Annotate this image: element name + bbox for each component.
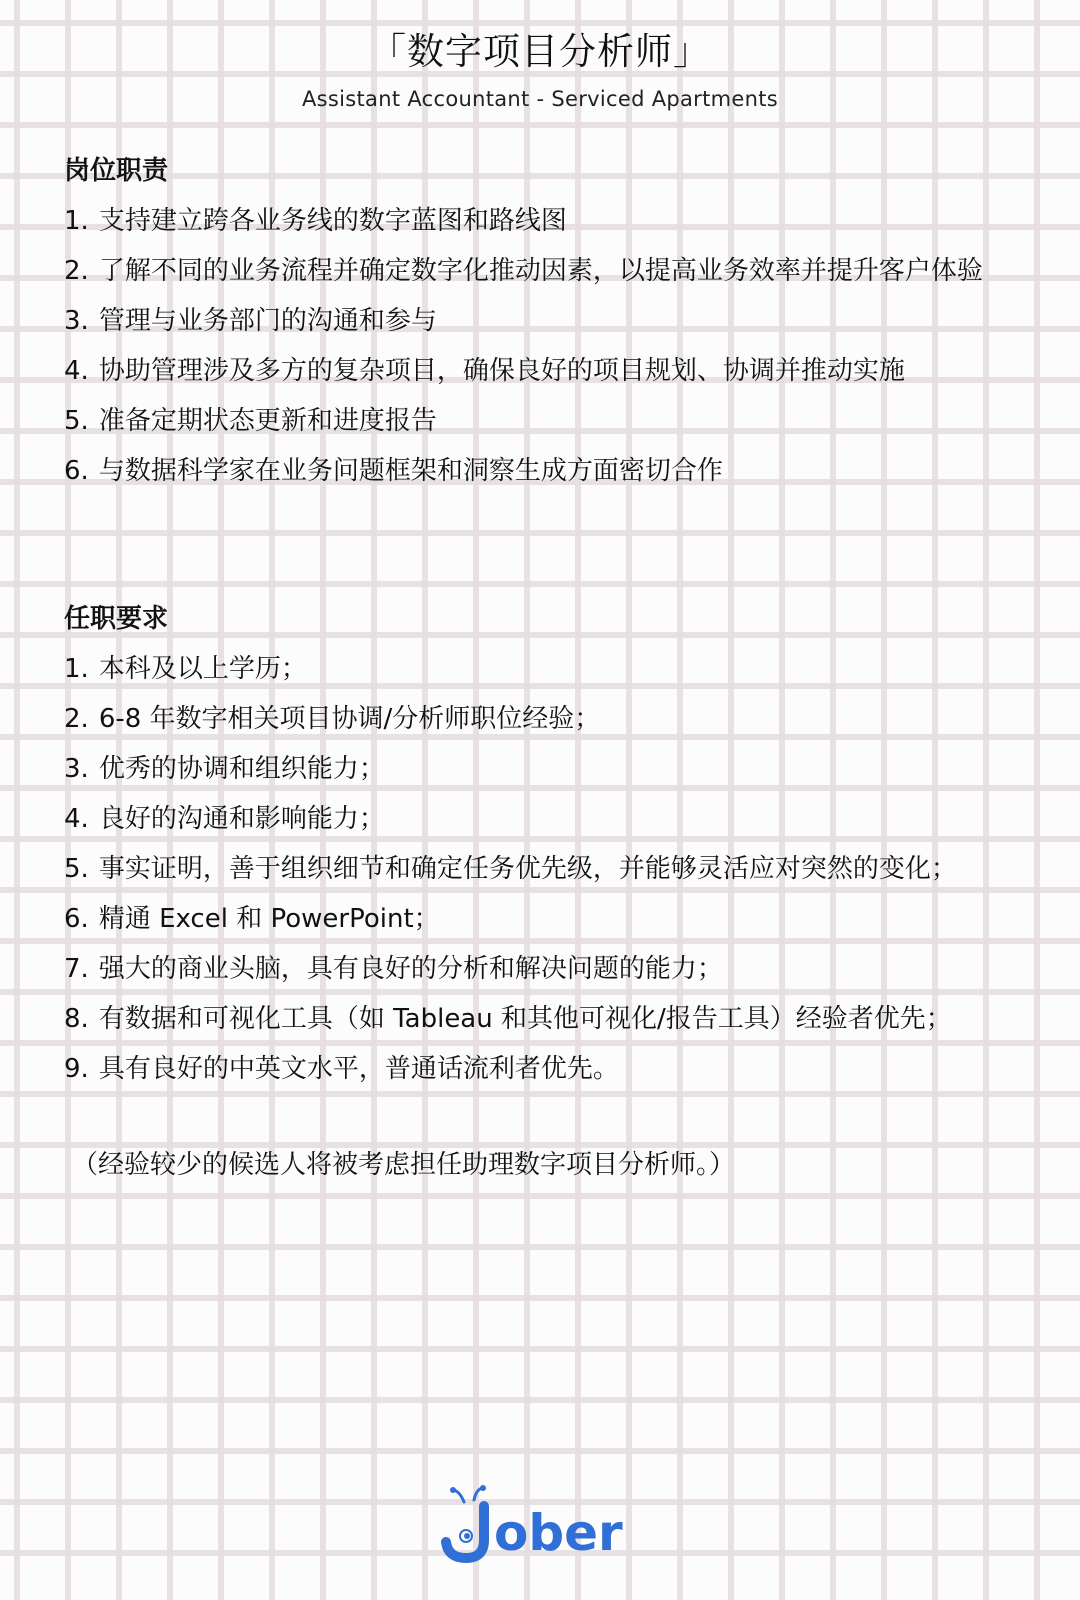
requirements-list [64,644,1024,1094]
item-text: 支持建立跨各业务线的数字蓝图和路线图 [98,206,567,236]
item-text: 有数据和可视化工具（如 Tableau 和其他可视化/报告工具）经验者优先； [98,1004,952,1034]
logo-wordmark: ober [494,1504,623,1562]
requirement-item [64,844,1024,894]
requirement-item [64,794,1024,844]
item-text: 事实证明，善于组织细节和确定任务优先级，并能够灵活应对突然的变化； [98,854,957,884]
requirement-item [64,1044,1024,1094]
item-number: 2. [64,256,89,286]
item-number: 4. [64,356,89,386]
page-title: 「数字项目分析师」 [369,30,711,73]
duty-item [64,346,1024,396]
duty-item [64,246,1024,296]
item-number: 5. [64,406,89,436]
item-number: 3. [64,754,89,784]
duties-section [64,146,1024,496]
item-number: 1. [64,206,89,236]
item-number: 3. [64,306,89,336]
item-text: 协助管理涉及多方的复杂项目，确保良好的项目规划、协调并推动实施 [98,356,905,386]
item-number: 4. [64,804,89,834]
requirement-item [64,894,1024,944]
logo-antenna-left [454,1490,464,1502]
item-text: 了解不同的业务流程并确定数字化推动因素，以提高业务效率并提升客户体验 [98,256,983,286]
item-text: 具有良好的中英文水平，普通话流利者优先。 [98,1054,619,1084]
logo-antenna-tip-left [450,1487,456,1493]
item-text: 本科及以上学历； [98,654,307,684]
item-text: 与数据科学家在业务问题框架和洞察生成方面密切合作 [98,456,723,486]
requirement-item [64,994,1024,1044]
item-text: 优秀的协调和组织能力； [98,754,385,784]
duty-item [64,296,1024,346]
requirement-item [64,644,1024,694]
item-text: 准备定期状态更新和进度报告 [98,406,437,436]
item-number: 1. [64,654,89,684]
item-number: 6. [64,456,89,486]
requirements-section [64,594,1024,1094]
footnote: （经验较少的候选人将被考虑担任助理数字项目分析师。） [72,1150,736,1180]
requirement-item [64,694,1024,744]
item-number: 9. [64,1054,89,1084]
duties-heading: 岗位职责 [64,156,169,186]
requirements-heading: 任职要求 [64,604,169,634]
logo-antenna-tip-right [480,1485,486,1491]
duty-item [64,396,1024,446]
item-text: 管理与业务部门的沟通和参与 [98,306,437,336]
item-number: 5. [64,854,89,884]
duty-item [64,196,1024,246]
item-number: 6. [64,904,89,934]
duties-list [64,196,1024,496]
requirement-item [64,744,1024,794]
duty-item [64,446,1024,496]
logo-pupil-left [464,1533,470,1539]
item-number: 2. [64,704,89,734]
header [0,26,1080,114]
item-number: 7. [64,954,89,984]
item-text: 良好的沟通和影响能力； [98,804,385,834]
requirement-item [64,944,1024,994]
item-text: 精通 Excel 和 PowerPoint； [98,904,440,934]
item-text: 6-8 年数字相关项目协调/分析师职位经验； [98,704,601,734]
jober-logo [440,1484,640,1564]
item-text: 强大的商业头脑，具有良好的分析和解决问题的能力； [98,954,723,984]
page-subtitle: Assistant Accountant - Serviced Apartments [302,87,778,111]
item-number: 8. [64,1004,89,1034]
